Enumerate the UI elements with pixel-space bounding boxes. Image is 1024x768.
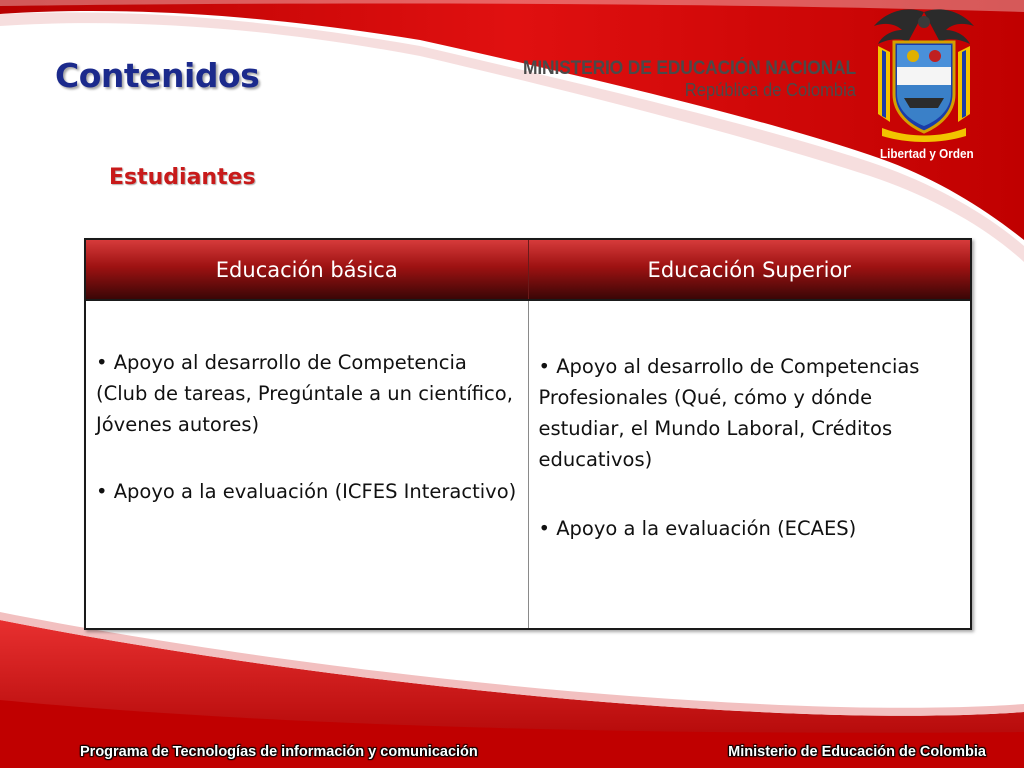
motto-text: Libertad y Orden — [880, 146, 974, 161]
ministry-country: República de Colombia — [684, 80, 856, 100]
column-header-higher: Educación Superior — [528, 240, 970, 300]
higher-education-cell — [528, 300, 970, 628]
coat-of-arms-icon — [868, 4, 980, 144]
section-subtitle: Estudiantes — [109, 165, 256, 190]
list-item: • Apoyo a la evaluación (ECAES) — [538, 517, 857, 540]
page-title: Contenidos — [55, 56, 260, 95]
ministry-name: MINISTERIO DE EDUCACIÓN NACIONAL — [522, 58, 856, 79]
list-item: • Apoyo a la evaluación (ICFES Interactivo) — [96, 480, 517, 503]
footer-program: Programa de Tecnologías de información y comunicación — [80, 744, 478, 760]
ministry-logo-text — [494, 58, 856, 101]
list-item: • Apoyo al desarrollo de Competencias Profesionales (Qué, cómo y dónde estudiar, el Mundo Laboral, Créditos educativos) — [538, 355, 920, 471]
basic-education-cell — [86, 300, 528, 628]
column-header-basic: Educación básica — [86, 240, 528, 300]
content-table — [84, 238, 972, 630]
list-item: • Apoyo al desarrollo de Competencia (Club de tareas, Pregúntale a un científico, Jóvenes autores) — [96, 351, 513, 436]
footer-ministry: Ministerio de Educación de Colombia — [728, 744, 986, 760]
